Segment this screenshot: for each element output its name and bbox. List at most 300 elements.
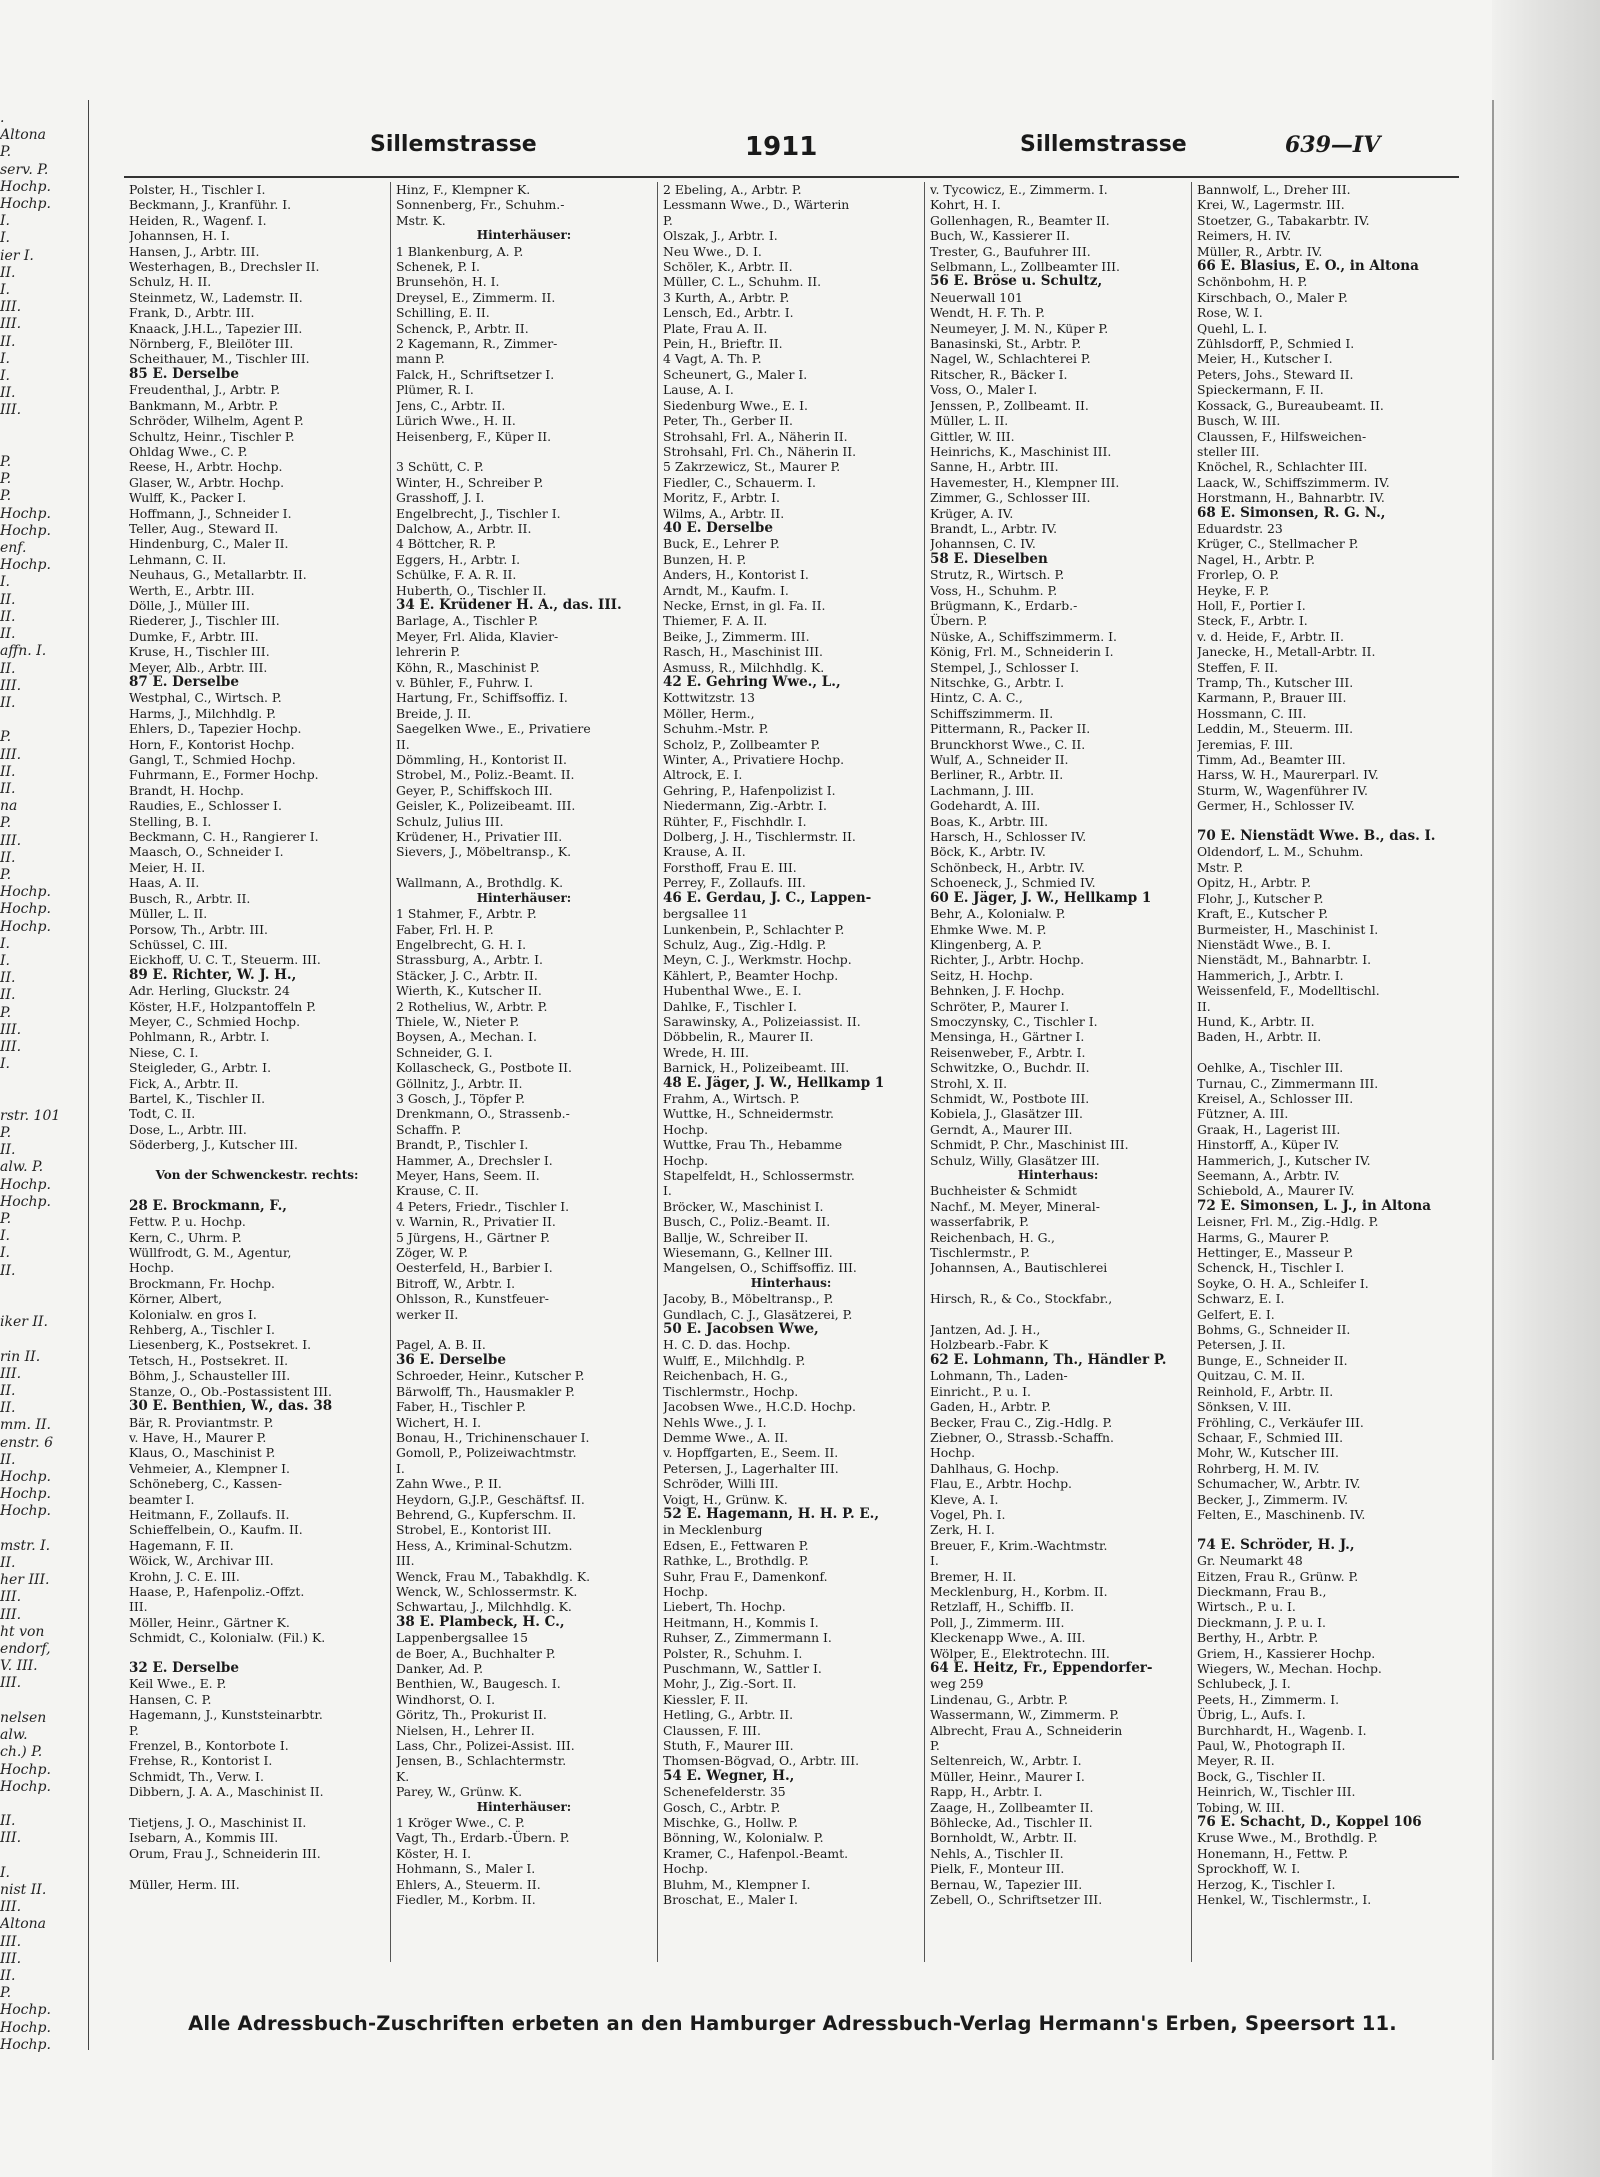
edge-fragment: P.	[0, 471, 12, 488]
directory-entry: Winter, H., Schreiber P.	[396, 474, 544, 490]
directory-entry: Heyke, F. P.	[1197, 582, 1270, 598]
directory-entry: Dalchow, A., Arbtr. II.	[396, 520, 532, 536]
directory-entry: Dölle, J., Müller III.	[129, 597, 250, 613]
house-entry-heading: 66 E. Blasius, E. O., in Altona	[1197, 259, 1419, 275]
directory-entry: Hochp.	[663, 1152, 709, 1168]
directory-entry: 5 Jürgens, H., Gärtner P.	[396, 1229, 550, 1245]
edge-fragment	[0, 1693, 70, 1710]
directory-entry: 4 Böttcher, R. P.	[396, 536, 497, 552]
directory-entry: Lachmann, J. III.	[930, 782, 1035, 798]
directory-entry: Hubenthal Wwe., E. I.	[663, 983, 802, 999]
directory-entry: Göllnitz, J., Arbtr. II.	[396, 1075, 523, 1091]
house-entry-heading: 85 E. Derselbe	[129, 366, 239, 382]
directory-entry: Köster, H.F., Holzpantoffeln P.	[129, 998, 316, 1014]
directory-entry: Godehardt, A. III.	[930, 798, 1041, 814]
house-entry-heading: 32 E. Derselbe	[129, 1661, 239, 1676]
directory-entry: Gaden, H., Arbtr. P.	[930, 1399, 1052, 1415]
directory-entry: Brandt, P., Tischler I.	[396, 1137, 529, 1153]
directory-entry: Schaar, F., Schmied III.	[1197, 1429, 1344, 1445]
directory-entry: Harms, J., Milchhdlg. P.	[129, 705, 276, 721]
directory-entry: 1 Stahmer, F., Arbtr. P.	[396, 906, 537, 922]
directory-entry: 1 Kröger Wwe., C. P.	[396, 1815, 525, 1831]
directory-entry: Schuhm.-Mstr. P.	[663, 721, 769, 737]
directory-entry: Hochp.	[663, 1861, 709, 1877]
edge-fragment: I.	[0, 935, 10, 952]
directory-entry: Dolberg, J. H., Tischlermstr. II.	[663, 829, 856, 845]
directory-entry: Sievers, J., Möbeltransp., K.	[396, 844, 572, 860]
edge-fragment: III.	[0, 1675, 22, 1692]
edge-fragment: P.	[0, 488, 12, 505]
directory-entry: Johannsen, A., Bautischlerei	[930, 1260, 1108, 1276]
edge-fragment: II.	[0, 333, 16, 350]
directory-entry: Schieffelbein, O., Kaufm. II.	[129, 1522, 303, 1538]
house-entry-heading: 58 E. Dieselben	[930, 551, 1048, 567]
edge-fragment: II.	[0, 385, 16, 402]
edge-fragment: na	[0, 798, 18, 815]
directory-entry: Raudies, E., Schlosser I.	[129, 798, 282, 814]
directory-entry: Oehlke, A., Tischler III.	[1197, 1060, 1344, 1076]
directory-entry: Müller, Heinr., Maurer I.	[930, 1768, 1085, 1784]
directory-entry: Krüdener, H., Privatier III.	[396, 829, 563, 845]
directory-entry: Schmidt, C., Kolonialw. (Fil.) K.	[129, 1630, 326, 1646]
directory-entry: Müller, C. L., Schuhm. II.	[663, 274, 822, 290]
directory-entry: Gehring, P., Hafenpolizist I.	[663, 782, 836, 798]
directory-entry: Eickhoff, U. C. T., Steuerm. III.	[129, 952, 321, 968]
directory-entry: Sonnenberg, Fr., Schuhm.-	[396, 197, 565, 213]
directory-entry: Strohsahl, Frl. A., Näherin II.	[663, 428, 848, 444]
edge-fragment: Hochp.	[0, 505, 51, 522]
directory-entry: Hammerich, J., Kutscher IV.	[1197, 1152, 1371, 1168]
directory-entry: Hess, A., Kriminal-Schutzm.	[396, 1537, 573, 1553]
directory-entry: Benthien, W., Baugesch. I.	[396, 1676, 561, 1692]
directory-entry: Schulz, Willy, Glasätzer III.	[930, 1152, 1100, 1168]
directory-entry: Bonau, H., Trichinenschauer I.	[396, 1429, 590, 1445]
directory-entry: Hammer, A., Drechsler I.	[396, 1152, 553, 1168]
directory-entry: Meier, H. II.	[129, 859, 206, 875]
directory-entry: Todt, C. II.	[129, 1106, 196, 1122]
directory-entry: Dieckmann, Frau B.,	[1197, 1583, 1327, 1599]
directory-entry: Heisenberg, F., Küper II.	[396, 428, 552, 444]
edge-fragment	[0, 420, 70, 437]
section-subheading: Hinterhaus:	[750, 1275, 832, 1290]
directory-entry: Meyer, Frl. Alida, Klavier-	[396, 628, 559, 644]
directory-entry: Harsch, H., Schlosser IV.	[930, 829, 1087, 845]
directory-entry: Schneider, G. I.	[396, 1044, 493, 1060]
edge-fragment	[0, 1073, 70, 1090]
directory-entry: Pein, H., Brieftr. II.	[663, 336, 783, 352]
directory-entry: Vagt, Th., Erdarb.-Übern. P.	[396, 1830, 570, 1846]
directory-entry: Schenck, H., Tischler I.	[1197, 1260, 1345, 1276]
directory-entry: Nachf., M. Meyer, Mineral-	[930, 1198, 1100, 1214]
directory-entry: Barlage, A., Tischler P.	[396, 613, 539, 629]
directory-entry: Breide, J. II.	[396, 705, 472, 721]
directory-entry: Zaage, H., Zollbeamter II.	[930, 1799, 1094, 1815]
directory-entry: II.	[396, 736, 410, 752]
directory-entry: Böck, K., Arbtr. IV.	[930, 844, 1046, 860]
directory-entry: Stuth, F., Maurer III.	[663, 1738, 794, 1754]
directory-entry: Ritscher, R., Bäcker I.	[930, 366, 1068, 382]
directory-entry: Nagel, W., Schlachterei P.	[930, 351, 1091, 367]
directory-entry: Quitzau, C. M. II.	[1197, 1368, 1306, 1384]
directory-entry: 1 Blankenburg, A. P.	[396, 243, 524, 259]
house-entry-heading: 72 E. Simonsen, L. J., in Altona	[1197, 1198, 1431, 1214]
section-subheading: Hinterhäuser:	[476, 1799, 572, 1814]
directory-entry: Nienstädt, M., Bahnarbtr. I.	[1197, 952, 1372, 968]
directory-entry: Drenkmann, O., Strassenb.-	[396, 1106, 570, 1122]
edge-fragment: III.	[0, 299, 22, 316]
directory-entry: Kolonialw. en gros I.	[129, 1306, 257, 1322]
directory-entry: Selbmann, L., Zollbeamter III.	[930, 259, 1120, 275]
directory-entry: Tobing, W. III.	[1197, 1799, 1285, 1815]
directory-entry: Soyke, O. H. A., Schleifer I.	[1197, 1275, 1369, 1291]
edge-fragment: I.	[0, 1056, 10, 1073]
directory-entry: Zühlsdorff, P., Schmied I.	[1197, 336, 1355, 352]
section-subheading: Hinterhaus:	[1017, 1168, 1099, 1182]
edge-fragment: Hochp.	[0, 1176, 51, 1193]
directory-entry: steller III.	[1197, 443, 1260, 459]
directory-entry: weg 259	[930, 1676, 984, 1692]
directory-entry: P.	[930, 1738, 940, 1754]
directory-entry: Strobel, M., Poliz.-Beamt. II.	[396, 767, 575, 783]
directory-entry: mann P.	[396, 351, 445, 367]
directory-entry: Jantzen, Ad. J. H.,	[930, 1322, 1041, 1338]
directory-entry: Hetling, G., Arbtr. II.	[663, 1707, 794, 1723]
edge-fragment: alw.	[0, 1727, 28, 1744]
directory-entry: Hansen, J., Arbtr. III.	[129, 243, 260, 259]
directory-entry: Schöler, K., Arbtr. II.	[663, 259, 793, 275]
edge-fragment	[0, 1091, 70, 1108]
edge-fragment: II.	[0, 608, 16, 625]
house-entry-heading: 60 E. Jäger, J. W., Hellkamp 1	[930, 890, 1152, 906]
house-entry-heading: 70 E. Nienstädt Wwe. B., das. I.	[1197, 829, 1436, 845]
directory-entry: Steigleder, G., Arbtr. I.	[129, 1060, 272, 1076]
directory-entry: Hintz, C. A. C.,	[930, 690, 1023, 706]
directory-entry: Fettw. P. u. Hochp.	[129, 1214, 246, 1230]
directory-entry: Hettinger, E., Masseur P.	[1197, 1245, 1354, 1261]
edge-fragment: II.	[0, 1451, 16, 1468]
directory-entry: Schröder, Wilhelm, Agent P.	[129, 413, 304, 429]
directory-entry: Schülke, F. A. R. II.	[396, 567, 517, 583]
directory-entry: Plümer, R. I.	[396, 382, 474, 398]
directory-entry: Wuttke, H., Schneidermstr.	[663, 1106, 834, 1122]
edge-fragment: her III.	[0, 1572, 50, 1589]
directory-entry: Wulff, E., Milchhdlg. P.	[663, 1352, 806, 1368]
directory-entry: Thiele, W., Nieter P.	[396, 1013, 520, 1029]
directory-entry: Gosch, C., Arbtr. P.	[663, 1799, 781, 1815]
right-page-shadow	[1492, 0, 1600, 2177]
directory-entry: Sarawinsky, A., Polizeiassist. II.	[663, 1013, 861, 1029]
directory-entry: Scheunert, G., Maler I.	[663, 366, 808, 382]
directory-entry: Stoetzer, G., Tabakarbtr. IV.	[1197, 212, 1370, 228]
directory-entry: Wenck, Frau M., Tabakhdlg. K.	[396, 1568, 591, 1584]
directory-entry: Kramer, C., Hafenpol.-Beamt.	[663, 1845, 849, 1861]
directory-entry: Gangl, T., Schmied Hochp.	[129, 752, 296, 768]
directory-entry: Köhn, R., Maschinist P.	[396, 659, 540, 675]
edge-fragment: III.	[0, 1830, 22, 1847]
edge-fragment: I.	[0, 350, 10, 367]
directory-entry: Herzog, K., Tischler I.	[1197, 1876, 1336, 1892]
directory-entry: Engelbrecht, J., Tischler I.	[396, 505, 561, 521]
directory-entry: Reese, H., Arbtr. Hochp.	[129, 459, 283, 475]
directory-entry: Scholz, P., Zollbeamter P.	[663, 736, 821, 752]
house-entry-heading: 30 E. Benthien, W., das. 38	[129, 1399, 333, 1415]
directory-entry: 3 Gosch, J., Töpfer P.	[396, 1090, 525, 1106]
directory-entry: Fiedler, C., Schauerm. I.	[663, 474, 816, 490]
edge-fragment: Hochp.	[0, 522, 51, 539]
directory-entry: Kossack, G., Bureaubeamt. II.	[1197, 397, 1384, 413]
edge-fragment: III.	[0, 1950, 22, 1967]
directory-entry: Winter, A., Privatiere Hochp.	[663, 752, 845, 768]
edge-fragment: III.	[0, 316, 22, 333]
directory-entry: Bernau, W., Tapezier III.	[930, 1876, 1083, 1892]
edge-fragment	[0, 1331, 70, 1348]
edge-fragment	[0, 1848, 70, 1865]
directory-entry: v. Tycowicz, E., Zimmerm. I.	[930, 182, 1108, 197]
directory-entry: Paul, W., Photograph II.	[1197, 1738, 1346, 1754]
directory-entry: beamter I.	[129, 1491, 195, 1507]
edge-fragment: III.	[0, 1933, 22, 1950]
directory-entry: Peter, Th., Gerber II.	[663, 413, 793, 429]
directory-entry: Lensch, Ed., Arbtr. I.	[663, 305, 794, 321]
directory-entry: Poll, J., Zimmerm. III.	[930, 1614, 1065, 1630]
directory-entry: Krüger, C., Stellmacher P.	[1197, 536, 1359, 552]
directory-entry: Ehlers, A., Steuerm. II.	[396, 1876, 541, 1892]
house-entry-heading: 89 E. Richter, W. J. H.,	[129, 967, 297, 983]
directory-entry: Polster, R., Schuhm. I.	[663, 1645, 803, 1661]
directory-entry: Ziebner, O., Strassb.-Schaffn.	[930, 1429, 1114, 1445]
directory-entry: Breuer, F., Krim.-Wachtmstr.	[930, 1537, 1108, 1553]
directory-entry: Schultz, Heinr., Tischler P.	[129, 428, 295, 444]
directory-entry: Necke, Ernst, in gl. Fa. II.	[663, 597, 826, 613]
directory-entry: Rehberg, A., Tischler I.	[129, 1322, 275, 1338]
directory-entry: Strohl, X. II.	[930, 1075, 1008, 1091]
directory-entry: v. Warnin, R., Privatier II.	[396, 1214, 556, 1230]
directory-entry: Bock, G., Tischler II.	[1197, 1768, 1326, 1784]
edge-fragment: P.	[0, 815, 12, 832]
directory-entry: Nörnberg, F., Bleilöter III.	[129, 336, 294, 352]
directory-entry: Scheithauer, M., Tischler III.	[129, 351, 310, 367]
directory-entry: Engelbrecht, G. H. I.	[396, 936, 527, 952]
directory-entry: Liebert, Th. Hochp.	[663, 1599, 786, 1615]
directory-entry: Sanne, H., Arbtr. III.	[930, 459, 1059, 475]
directory-entry: Neumeyer, J. M. N., Küper P.	[930, 320, 1109, 336]
street-name-left: Sillemstrasse	[370, 132, 537, 157]
directory-entry: Schröder, Willi III.	[663, 1476, 779, 1492]
edge-fragment: P.	[0, 1211, 12, 1227]
directory-entry: Eduardstr. 23	[1197, 520, 1283, 536]
directory-entry: Wassermann, W., Zimmerm. P.	[930, 1707, 1120, 1723]
edge-fragment: III.	[0, 1021, 22, 1038]
directory-entry: lehrerin P.	[396, 644, 461, 660]
directory-entry: Heinrichs, K., Maschinist III.	[930, 443, 1112, 459]
edge-fragment: Hochp.	[0, 918, 51, 935]
directory-entry: Meier, H., Kutscher I.	[1197, 351, 1333, 367]
directory-entry: Bunge, E., Schneider II.	[1197, 1352, 1348, 1368]
directory-entry: Kreisel, A., Schlosser III.	[1197, 1090, 1354, 1106]
directory-entry: Haas, A. II.	[129, 875, 200, 891]
house-entry-heading: 56 E. Bröse u. Schultz,	[930, 274, 1103, 290]
directory-entry: 5 Zakrzewicz, St., Maurer P.	[663, 459, 841, 475]
directory-entry: Harss, W. H., Maurerparl. IV.	[1197, 767, 1379, 783]
directory-entry: Wrede, H. III.	[663, 1044, 749, 1060]
directory-entry: Steffen, F. II.	[1197, 659, 1279, 675]
directory-entry: Westerhagen, B., Drechsler II.	[129, 259, 320, 275]
house-entry-heading: 38 E. Plambeck, H. C.,	[396, 1614, 565, 1630]
edge-fragment: II.	[0, 591, 16, 608]
directory-entry: Plate, Frau A. II.	[663, 320, 768, 336]
directory-entry: Gittler, W. III.	[930, 428, 1015, 444]
directory-entry: Mangelsen, O., Schiffsoffiz. III.	[663, 1260, 857, 1276]
year: 1911	[745, 132, 818, 162]
directory-entry: Pittermann, R., Packer II.	[930, 721, 1091, 737]
directory-entry	[129, 1153, 385, 1168]
edge-fragment: I.	[0, 574, 10, 591]
directory-entry: Mischke, G., Hollw. P.	[663, 1815, 798, 1831]
directory-entry: Flau, E., Arbtr. Hochp.	[930, 1476, 1072, 1492]
edge-fragment: I.	[0, 368, 10, 385]
directory-entry: Seitz, H. Hochp.	[930, 967, 1033, 983]
directory-entry: Krause, C. II.	[396, 1183, 479, 1199]
edge-fragment: II.	[0, 1262, 16, 1279]
directory-columns	[124, 182, 1459, 1962]
edge-fragment: rstr. 101	[0, 1107, 61, 1124]
directory-entry: Buch, W., Kassierer II.	[930, 228, 1070, 244]
directory-entry	[129, 1183, 385, 1198]
directory-entry: Möller, Heinr., Gärtner K.	[129, 1614, 290, 1630]
directory-entry: Dibbern, J. A. A., Maschinist II.	[129, 1784, 324, 1800]
directory-entry: Hochp.	[663, 1121, 709, 1137]
directory-entry: Ehlers, D., Tapezier Hochp.	[129, 721, 302, 737]
directory-entry: Meyer, Hans, Seem. II.	[396, 1168, 540, 1183]
directory-entry: Mensinga, H., Gärtner I.	[930, 1029, 1085, 1045]
directory-entry	[930, 1276, 1186, 1291]
directory-entry: Schenek, P. I.	[396, 259, 480, 275]
house-entry-heading: 46 E. Gerdau, J. C., Lappen-	[663, 890, 872, 906]
directory-entry: Knöchel, R., Schlachter III.	[1197, 459, 1368, 475]
house-entry-heading: 68 E. Simonsen, R. G. N.,	[1197, 505, 1386, 521]
directory-entry: Albrecht, Frau A., Schneiderin	[930, 1722, 1123, 1738]
directory-entry: Wulff, K., Packer I.	[129, 490, 247, 506]
directory-entry: Laack, W., Schiffszimmerm. IV.	[1197, 474, 1390, 490]
directory-entry: v. Hopffgarten, E., Seem. II.	[663, 1445, 839, 1461]
directory-entry: Hund, K., Arbtr. II.	[1197, 1013, 1315, 1029]
directory-entry: Burchhardt, H., Wagenb. I.	[1197, 1722, 1367, 1738]
edge-fragment: ht von	[0, 1623, 45, 1640]
directory-entry: I.	[930, 1553, 939, 1569]
directory-entry: Behr, A., Kolonialw. P.	[930, 906, 1066, 922]
edge-fragment: P.	[0, 866, 12, 883]
directory-entry: Dumke, F., Arbtr. III.	[129, 628, 259, 644]
directory-entry: Rohrberg, H. M. IV.	[1197, 1460, 1320, 1476]
directory-entry: Hammerich, J., Arbtr. I.	[1197, 967, 1344, 983]
directory-entry: Maasch, O., Schneider I.	[129, 844, 284, 860]
directory-entry: Gollenhagen, R., Beamter II.	[930, 212, 1110, 228]
directory-entry: Fuhrmann, E., Former Hochp.	[129, 767, 319, 783]
edge-fragment	[0, 1521, 70, 1538]
directory-entry: 2 Kagemann, R., Zimmer-	[396, 336, 558, 352]
edge-fragment: rin II.	[0, 1348, 41, 1365]
directory-entry: Dieckmann, J. P. u. I.	[1197, 1614, 1326, 1630]
directory-entry: Bannwolf, L., Dreher III.	[1197, 182, 1351, 197]
directory-entry: Becker, J., Zimmerm. IV.	[1197, 1491, 1349, 1507]
directory-entry: Grasshoff, J. I.	[396, 490, 485, 506]
directory-entry: Brunckhorst Wwe., C. II.	[930, 736, 1086, 752]
directory-entry: Vehmeier, A., Klempner I.	[129, 1460, 290, 1476]
directory-entry: Siedenburg Wwe., E. I.	[663, 397, 808, 413]
directory-entry: Wallmann, A., Brothdlg. K.	[396, 875, 564, 891]
directory-entry: Wenck, W., Schlossermstr. K.	[396, 1583, 578, 1599]
directory-entry: Heiden, R., Wagenf. I.	[129, 212, 267, 228]
edge-fragment: III.	[0, 746, 22, 763]
edge-fragment: I.	[0, 1245, 10, 1262]
edge-fragment: .	[0, 110, 5, 126]
edge-fragment: Hochp.	[0, 884, 51, 901]
publisher-footer: Alle Adressbuch-Zuschriften erbeten an den Hamburger Adressbuch-Verlag Hermann's Erben, Speersort 11.	[188, 2012, 1397, 2035]
directory-entry: Geyer, P., Schiffskoch III.	[396, 782, 553, 798]
directory-entry: Zerk, H. I.	[930, 1522, 995, 1538]
directory-entry: Frank, D., Arbtr. III.	[129, 305, 255, 321]
directory-entry: Steinmetz, W., Lademstr. II.	[129, 289, 303, 305]
directory-entry: Schmidt, Th., Verw. I.	[129, 1768, 264, 1784]
directory-entry: Graak, H., Lagerist III.	[1197, 1121, 1341, 1137]
directory-entry: Sturm, W., Wagenführer IV.	[1197, 782, 1368, 798]
directory-entry: Harms, G., Maurer P.	[1197, 1229, 1330, 1245]
directory-entry: Nehls Wwe., J. I.	[663, 1414, 767, 1430]
directory-entry: Jeremias, F. III.	[1197, 736, 1294, 752]
directory-entry: Weissenfeld, F., Modelltischl.	[1197, 983, 1380, 999]
directory-entry: Krohn, J. C. E. III.	[129, 1568, 240, 1584]
directory-entry: Petersen, J., Lagerhalter III.	[663, 1460, 839, 1476]
house-entry-heading: 74 E. Schröder, H. J.,	[1197, 1537, 1355, 1553]
directory-entry: Reichenbach, H. G.,	[930, 1229, 1055, 1245]
directory-entry: Parey, W., Grünw. K.	[396, 1784, 523, 1800]
directory-entry: Baden, H., Arbtr. II.	[1197, 1029, 1322, 1045]
section-subheading: Hinterhäuser:	[476, 890, 572, 905]
edge-fragment: P.	[0, 454, 12, 471]
directory-entry: Perrey, F., Zollaufs. III.	[663, 875, 806, 891]
edge-fragment: alw. P.	[0, 1159, 44, 1176]
directory-entry: Sönksen, V. III.	[1197, 1399, 1292, 1415]
directory-entry: Tramp, Th., Kutscher III.	[1197, 675, 1354, 690]
edge-fragment: II.	[0, 1400, 16, 1417]
directory-entry: Schroeder, Heinr., Kutscher P.	[396, 1368, 585, 1384]
directory-entry: Buchheister & Schmidt	[930, 1183, 1077, 1199]
directory-entry: Porsow, Th., Arbtr. III.	[129, 921, 268, 937]
directory-entry: Schulz, Julius III.	[396, 813, 504, 829]
directory-entry: Böhlecke, Ad., Tischler II.	[930, 1815, 1093, 1831]
house-entry-heading: 64 E. Heitz, Fr., Eppendorfer-	[930, 1661, 1153, 1676]
edge-fragment	[0, 1796, 70, 1813]
edge-fragment: II.	[0, 264, 16, 281]
directory-entry: Kählert, P., Beamter Hochp.	[663, 967, 839, 983]
directory-entry: Johannsen, H. I.	[129, 228, 230, 244]
directory-entry: III.	[129, 1599, 148, 1615]
directory-entry: 2 Rothelius, W., Arbtr. P.	[396, 998, 548, 1014]
directory-entry: Wiegers, W., Mechan. Hochp.	[1197, 1661, 1382, 1676]
directory-entry: Heinrich, W., Tischler III.	[1197, 1784, 1356, 1800]
directory-entry: Opitz, H., Arbtr. P.	[1197, 875, 1312, 891]
directory-entry: Demme Wwe., A. II.	[663, 1429, 789, 1445]
directory-entry: Timm, Ad., Beamter III.	[1197, 752, 1346, 768]
directory-entry: Griem, H., Kassierer Hochp.	[1197, 1645, 1376, 1661]
directory-entry: Rapp, H., Arbtr. I.	[930, 1784, 1043, 1800]
edge-fragment: III.	[0, 402, 22, 419]
section-subheading: Von der Schwenckestr. rechts:	[155, 1168, 359, 1182]
directory-entry: Fick, A., Arbtr. II.	[129, 1075, 239, 1091]
directory-entry: Danker, Ad. P.	[396, 1661, 484, 1676]
directory-column-2	[391, 182, 658, 1962]
directory-entry: Schlubeck, J. I.	[1197, 1676, 1291, 1692]
